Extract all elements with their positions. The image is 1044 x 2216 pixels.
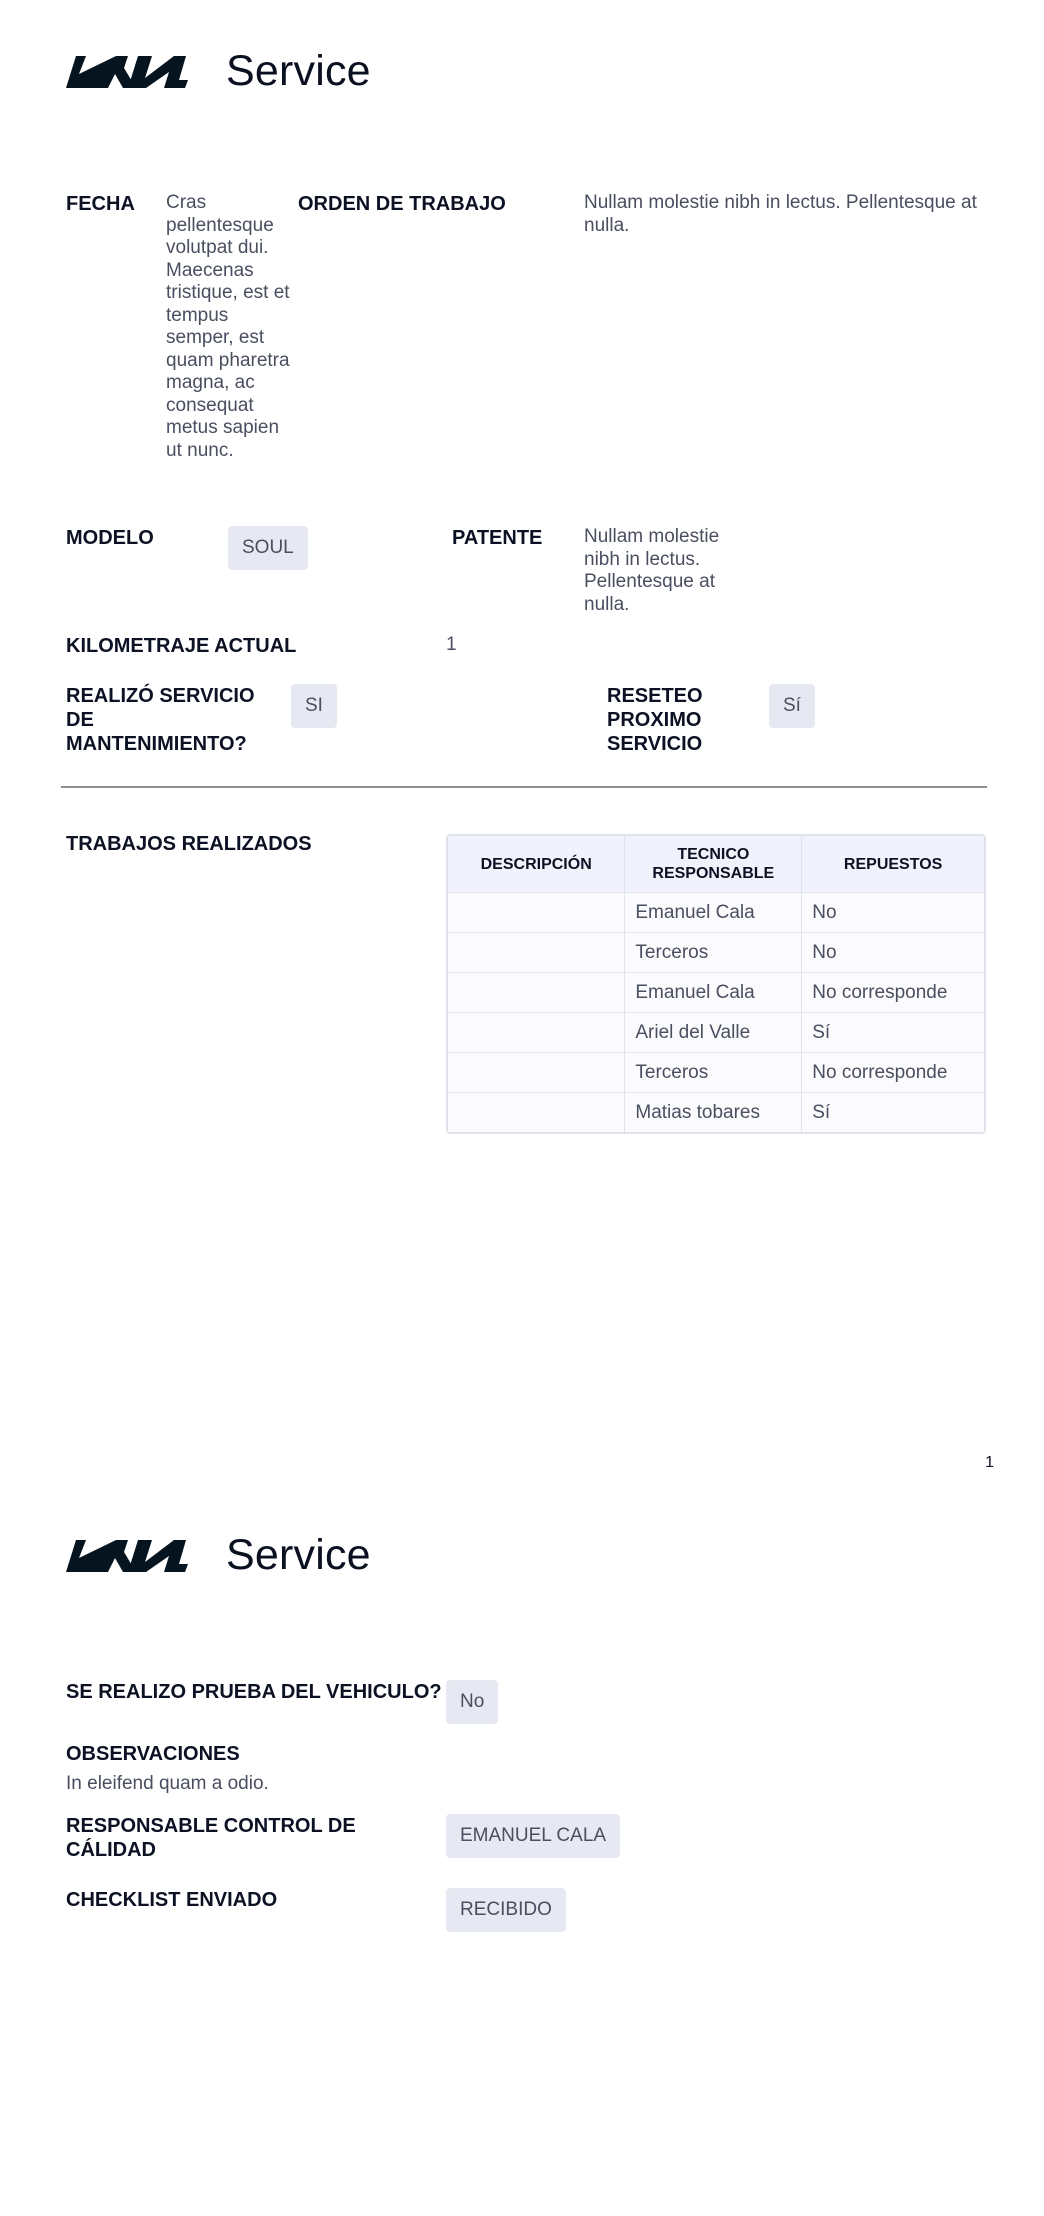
header-repuestos: REPUESTOS [802, 836, 984, 893]
fecha-value: Cras pellentesque volutpat dui. Maecenas tristique, est et tempus semper, est quam pharetra magna, ac consequat metus sapien ut nunc. [166, 192, 290, 461]
service-title: Service [226, 1531, 371, 1579]
cell-descripcion [448, 893, 625, 933]
cell-repuestos: No corresponde [802, 973, 984, 1013]
cell-tecnico: Ariel del Valle [625, 1013, 802, 1053]
prueba-value: No [446, 1680, 498, 1724]
cell-descripcion [448, 1093, 625, 1133]
reseteo-value: Sí [769, 684, 815, 728]
prueba-label: SE REALIZO PRUEBA DEL VEHICULO? [66, 1681, 442, 1703]
table-row [448, 973, 984, 1013]
fecha-label: FECHA [66, 193, 135, 215]
table-row [448, 1053, 984, 1093]
cell-tecnico: Terceros [625, 933, 802, 973]
cell-repuestos: Sí [802, 1013, 984, 1053]
mantenimiento-label: REALIZÓ SERVICIO DE MANTENIMIENTO? [66, 685, 255, 755]
table-row [448, 1093, 984, 1133]
kilometraje-value: 1 [446, 634, 457, 655]
cell-tecnico: Terceros [625, 1053, 802, 1093]
table-row [448, 1013, 984, 1053]
kia-service-logo [66, 47, 371, 95]
checklist-label: CHECKLIST ENVIADO [66, 1889, 278, 1911]
cell-repuestos: No corresponde [802, 1053, 984, 1093]
cell-repuestos: No [802, 893, 984, 933]
section-divider [61, 786, 987, 788]
trabajos-label: TRABAJOS REALIZADOS [66, 833, 312, 855]
observaciones-value: In eleifend quam a odio. [66, 1773, 269, 1794]
responsable-value: EMANUEL CALA [446, 1814, 620, 1858]
responsable-label: RESPONSABLE CONTROL DE CÁLIDAD [66, 1815, 356, 1861]
kia-logo-icon [66, 54, 204, 90]
kilometraje-label: KILOMETRAJE ACTUAL [66, 635, 297, 657]
page-number: 1 [985, 1454, 994, 1471]
cell-tecnico: Emanuel Cala [625, 893, 802, 933]
patente-value: Nullam molestie nibh in lectus. Pellentesque at nulla. [584, 526, 720, 615]
orden-value: Nullam molestie nibh in lectus. Pellentesque at nulla. [584, 192, 977, 236]
table-row [448, 893, 984, 933]
table-header-row [448, 836, 984, 893]
cell-descripcion [448, 933, 625, 973]
kia-service-logo-page2 [66, 1531, 371, 1579]
reseteo-label: RESETEO PROXIMO SERVICIO [607, 685, 703, 755]
kia-logo-icon [66, 1538, 204, 1574]
table-row [448, 933, 984, 973]
patente-label: PATENTE [452, 527, 543, 549]
observaciones-label: OBSERVACIONES [66, 1743, 240, 1765]
service-title: Service [226, 47, 371, 95]
cell-tecnico: Emanuel Cala [625, 973, 802, 1013]
trabajos-table [446, 834, 986, 1134]
cell-descripcion [448, 1053, 625, 1093]
cell-repuestos: Sí [812, 1101, 831, 1123]
cell-tecnico: Matias tobares [625, 1093, 802, 1133]
cell-descripcion [448, 1013, 625, 1053]
cell-descripcion [448, 973, 625, 1013]
checklist-value: RECIBIDO [446, 1888, 566, 1932]
orden-label: ORDEN DE TRABAJO [298, 193, 506, 215]
header-descripcion: DESCRIPCIÓN [448, 836, 625, 893]
mantenimiento-value: SI [291, 684, 337, 728]
modelo-value: SOUL [228, 526, 308, 570]
modelo-label: MODELO [66, 527, 154, 549]
header-tecnico: TECNICO RESPONSABLE [625, 836, 802, 893]
cell-repuestos: No [802, 933, 984, 973]
